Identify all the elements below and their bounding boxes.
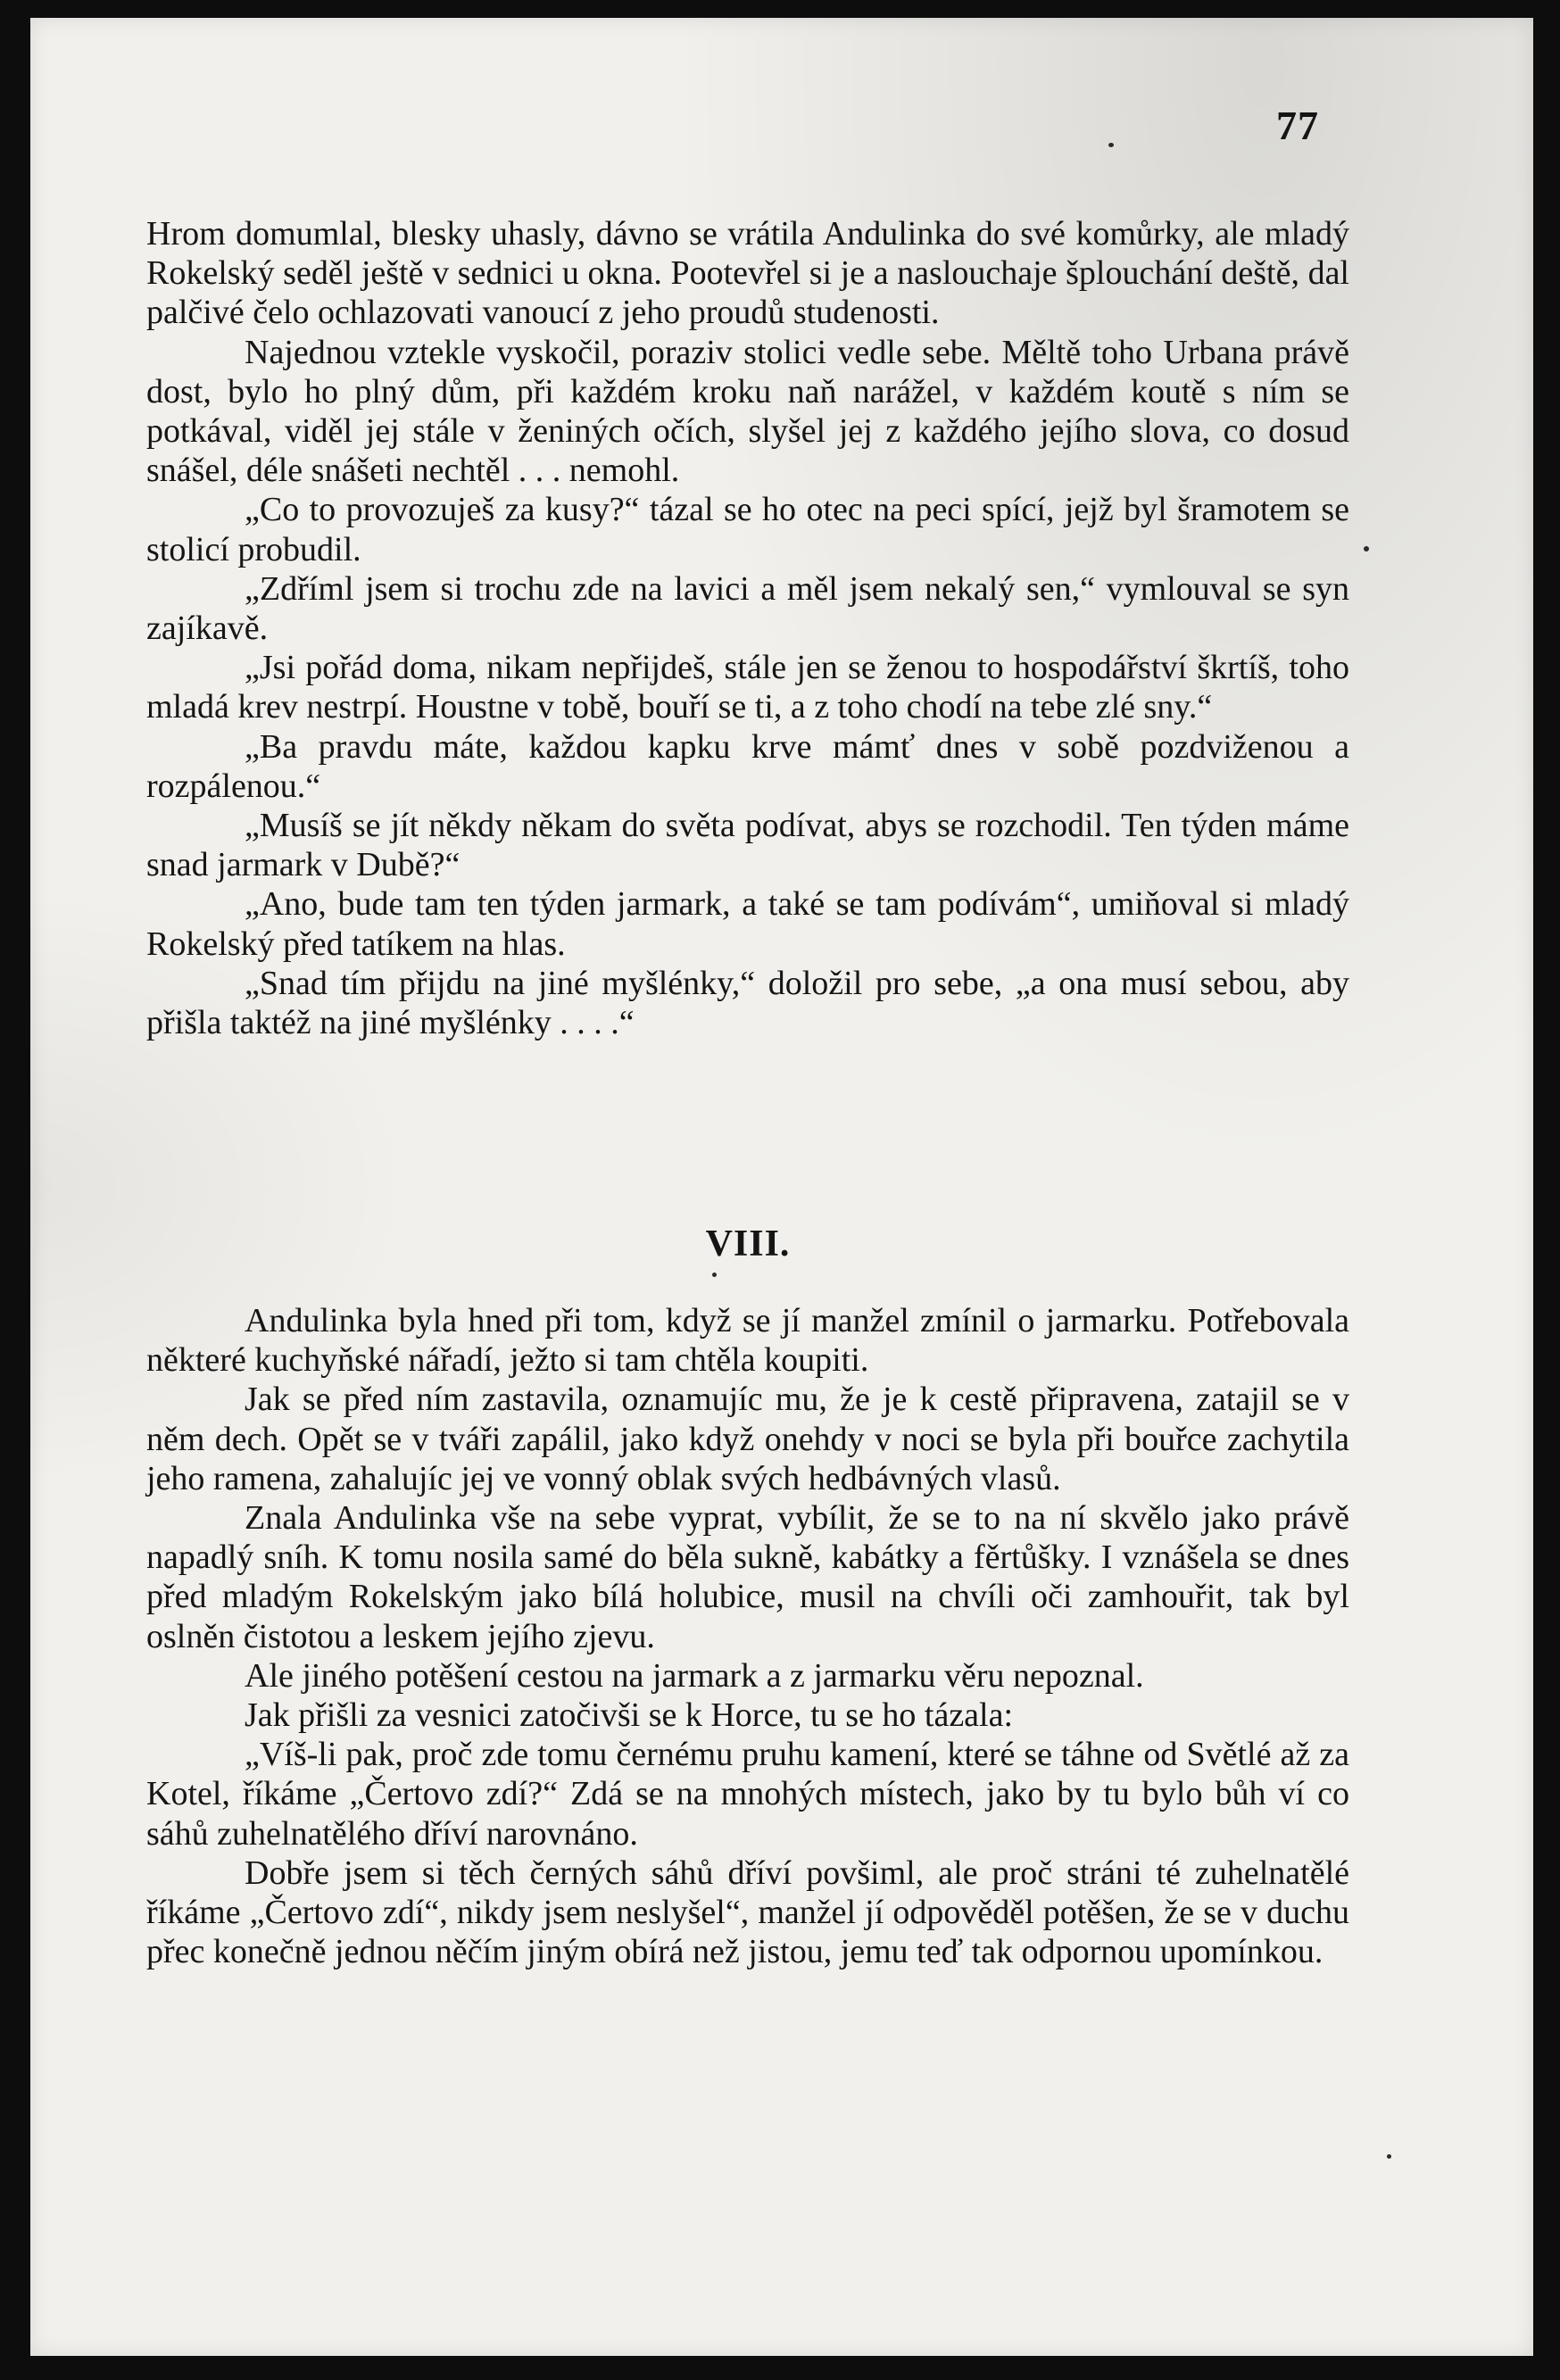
paragraph: Dobře jsem si těch černých sáhů dříví povšiml, ale proč stráni té zuhelnatělé říkáme „Čertovo zdí“, nikdy jsem neslyšel“, manžel jí odpověděl potěšen, že se v duchu přec konečně jednou něčím jiným obírá než jistou, jemu teď tak odpornou upomínkou. — [146, 1853, 1349, 1971]
paragraph: „Musíš se jít někdy někam do světa podívat, abys se rozchodil. Ten týden máme snad jarmark v Dubě?“ — [146, 807, 1349, 884]
paragraph: Ale jiného potěšení cestou na jarmark a z jarmarku věru nepoznal. — [245, 1656, 1144, 1695]
print-speck — [1108, 143, 1114, 147]
paragraph: Hrom domumlal, blesky uhasly, dávno se vrátila Andulinka do své komůrky, ale mladý Rokelský seděl ještě v sednici u okna. Pootevřel si je a naslouchaje šplouchání deště, dal palčivé čelo ochlazovati vanoucí z jeho proudů studenosti. — [146, 215, 1349, 332]
text-block-before-chapter — [146, 214, 1349, 1042]
paragraph: „Snad tím přijdu na jiné myšlénky,“ doložil pro sebe, „a ona musí sebou, aby přišla taktéž na jiné myšlénky . . . .“ — [146, 964, 1349, 1042]
paragraph: Andulinka byla hned při tom, když se jí manžel zmínil o jarmarku. Potřebovala některé kuchyňské nářadí, ježto si tam chtěla koupiti. — [146, 1302, 1349, 1380]
print-speck — [712, 1273, 717, 1277]
chapter-title: VIII. — [705, 1223, 791, 1265]
paragraph: Znala Andulinka vše na sebe vyprat, vybílit, že se to na ní skvělo jako právě napadlý sníh. K tomu nosila samé do běla sukně, kabátky a fěrtůšky. I vznášela se dnes před mladým Rokelským jako bílá holubice, musil na chvíli oči zamhouřit, tak byl oslněn čistotou a leskem jejího zjevu. — [146, 1499, 1349, 1655]
paragraph: „Ba pravdu máte, každou kapku krve mámť dnes v sobě pozdviženou a rozpálenou.“ — [146, 727, 1349, 805]
paragraph: Najednou vztekle vyskočil, poraziv stolici vedle sebe. Měltě toho Urbana právě dost, bylo ho plný dům, při každém kroku naň narážel, v každém koutě s ním se potkával, viděl jej stále v ženiných očích, slyšel jej z každého jejího slova, co dosud snášel, déle snášeti nechtěl . . . nemohl. — [146, 333, 1349, 490]
text-block-after-chapter — [146, 1301, 1349, 1971]
page-number: 77 — [1276, 103, 1319, 148]
paragraph: „Co to provozuješ za kusy?“ tázal se ho otec na peci spící, jejž byl šramotem se stolicí probudil. — [146, 491, 1349, 568]
paragraph: „Ano, bude tam ten týden jarmark, a také se tam podívám“, umiňoval si mladý Rokelský před tatíkem na hlas. — [146, 885, 1349, 963]
print-speck — [1387, 2154, 1391, 2159]
paragraph: Jak se před ním zastavila, oznamujíc mu, že je k cestě připravena, zatajil se v něm dech. Opět se v tváři zapálil, jako když onehdy v noci se byla při bouřce zachytila jeho ramena, zahalujíc jej ve vonný oblak svých hedbávných vlasů. — [146, 1381, 1349, 1497]
print-speck — [1364, 546, 1369, 551]
book-page — [30, 18, 1533, 2356]
paragraph: „Zdříml jsem si trochu zde na lavici a měl jsem nekalý sen,“ vymlouval se syn zajíkavě. — [146, 569, 1349, 648]
paragraph: „Jsi pořád doma, nikam nepřijdeš, stále jen se ženou to hospodářství škrtíš, toho mladá krev nestrpí. Houstne v tobě, bouří se ti, a z toho chodí na tebe zlé sny.“ — [146, 649, 1349, 726]
paragraph: „Víš-li pak, proč zde tomu černému pruhu kamení, které se táhne od Světlé až za Kotel, říkáme „Čertovo zdí?“ Zdá se na mnohých místech, jako by tu bylo bůh ví co sáhů zuhelnatělého dříví narovnáno. — [146, 1736, 1349, 1853]
paragraph: Jak přišli za vesnici zatočivši se k Horce, tu se ho tázala: — [245, 1696, 1014, 1735]
